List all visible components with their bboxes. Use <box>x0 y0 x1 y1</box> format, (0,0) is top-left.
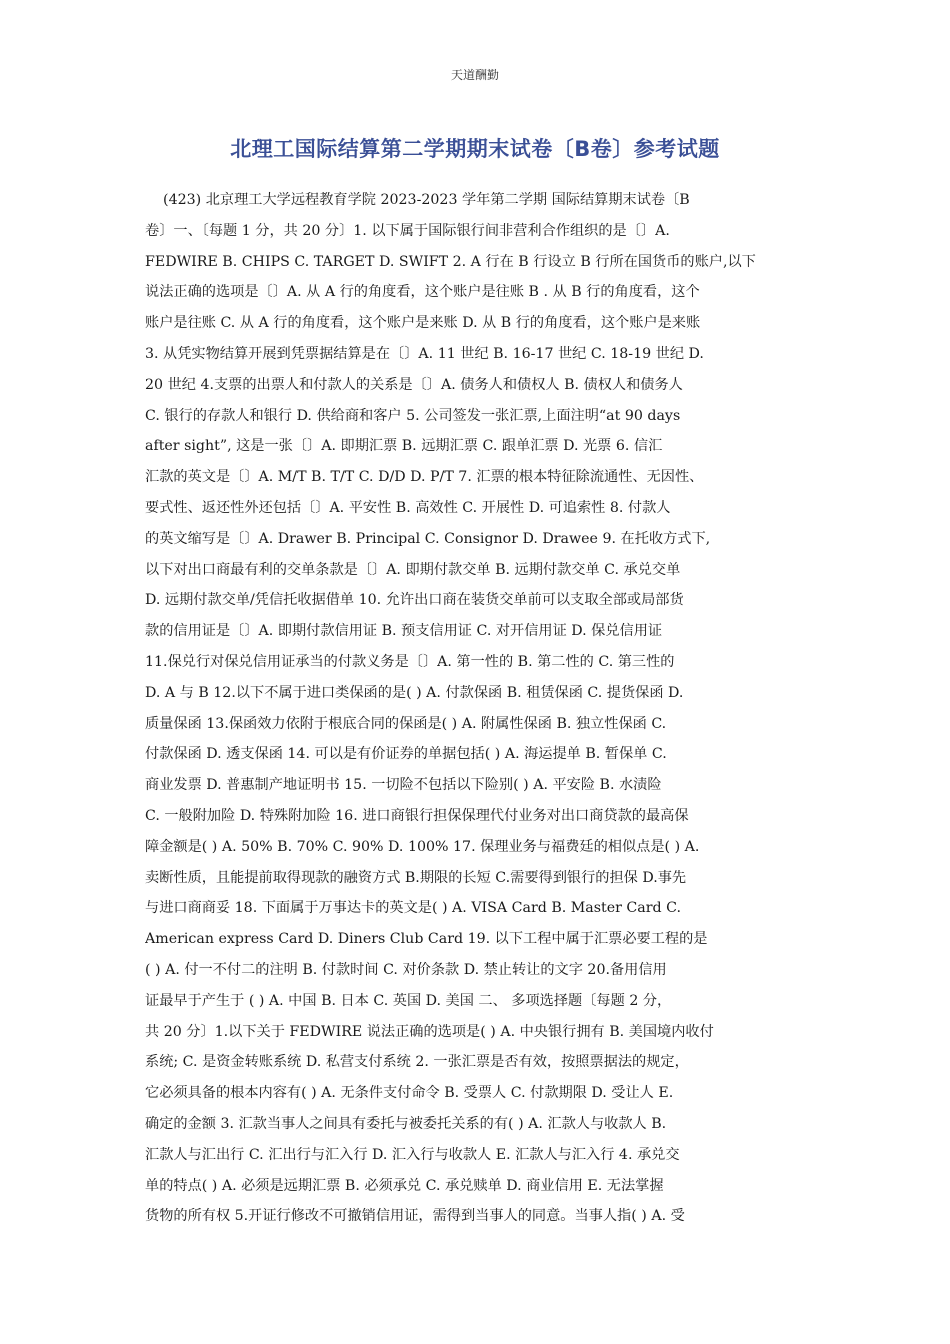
body-line: ( ) A. 付一不付二的注明 B. 付款时间 C. 对价条款 D. 禁止转让的文字 20.备用信用 <box>145 961 667 978</box>
body-line: 共 20 分〕1.以下关于 FEDWIRE 说法正确的选项是( ) A. 中央银行拥有 B. 美国境内收付 <box>145 1023 714 1040</box>
body-line: 货物的所有权 5.开证行修改不可撤销信用证，需得到当事人的同意。当事人指( ) A. 受 <box>145 1208 685 1225</box>
body-line: 质量保函 13.保函效力依附于根底合同的保函是( ) A. 附属性保函 B. 独立性保函 C. <box>145 715 667 732</box>
body-line: 它必须具备的根本内容有( ) A. 无条件支付命令 B. 受票人 C. 付款期限 D. 受让人 E. <box>145 1085 674 1102</box>
body-line: 说法正确的选项是〔〕A. 从 A 行的角度看，这个账户是往账 B . 从 B 行的角度看，这个 <box>145 284 700 301</box>
body-line: 与进口商商妥 18. 下面属于万事达卡的英文是( ) A. VISA Card B. Master Card C. <box>145 900 681 917</box>
body-line: 卷〕一、〔每题 1 分，共 20 分〕1. 以下属于国际银行间非营利合作组织的是〔〕A. <box>145 222 670 239</box>
body-line: C. 银行的存款人和银行 D. 供给商和客户 5. 公司签发一张汇票,上面注明“at 90 days <box>145 407 681 424</box>
body-line: 证最早于产生于 ( ) A. 中国 B. 日本 C. 英国 D. 美国 二、 多项选择题〔每题 2 分， <box>145 992 672 1009</box>
body-line: D. A 与 B 12.以下不属于进口类保函的是( ) A. 付款保函 B. 租赁保函 C. 提货保函 D. <box>145 684 684 701</box>
body-line: 障金额是( ) A. 50% B. 70% C. 90% D. 100% 17. 保理业务与福费廷的相似点是( ) A. <box>145 838 700 855</box>
body-line: 款的信用证是〔〕A. 即期付款信用证 B. 预支信用证 C. 对开信用证 D. 保兑信用证 <box>145 623 663 640</box>
body-line: 的英文缩写是〔〕A. Drawer B. Principal C. Consignor D. Drawee 9. 在托收方式下, <box>145 530 711 547</box>
document-body <box>145 185 805 1232</box>
body-line: 单的特点( ) A. 必须是远期汇票 B. 必须承兑 C. 承兑赎单 D. 商业信用 E. 无法掌握 <box>145 1177 664 1194</box>
body-line: 确定的金额 3. 汇款当事人之间具有委托与被委托关系的有( ) A. 汇款人与收款人 B. <box>145 1115 667 1132</box>
body-line: 以下对出口商最有利的交单条款是〔〕A. 即期付款交单 B. 远期付款交单 C. 承兑交单 <box>145 561 681 578</box>
body-line: 汇款人与汇出行 C. 汇出行与汇入行 D. 汇入行与收款人 E. 汇款人与汇入行 4. 承兑交 <box>145 1146 680 1163</box>
body-line: C. 一般附加险 D. 特殊附加险 16. 进口商银行担保保理代付业务对出口商贷款的最高保 <box>145 807 689 824</box>
body-line: 汇款的英文是〔〕A. M/T B. T/T C. D/D D. P/T 7. 汇票的根本特征除流通性、无因性、 <box>145 469 704 486</box>
body-line: after sight”, 这是一张〔〕A. 即期汇票 B. 远期汇票 C. 跟单汇票 D. 光票 6. 信汇 <box>145 438 663 455</box>
document-title: 北理工国际结算第二学期期末试卷〔B卷〕参考试题 <box>230 137 720 161</box>
body-line: (423) 北京理工大学远程教育学院 2023-2023 学年第二学期 国际结算期末试卷〔B <box>145 192 690 208</box>
body-line: 11.保兑行对保兑信用证承当的付款义务是〔〕A. 第一性的 B. 第二性的 C. 第三性的 <box>145 653 675 670</box>
body-line: 要式性、返还性外还包括〔〕A. 平安性 B. 高效性 C. 开展性 D. 可追索性 8. 付款人 <box>145 499 671 516</box>
body-line: 系统; C. 是资金转账系统 D. 私营支付系统 2. 一张汇票是否有效，按照票据法的规定， <box>145 1054 689 1071</box>
body-line: 卖断性质，且能提前取得现款的融资方式 B.期限的长短 C.需要得到银行的担保 D.事先 <box>145 869 687 886</box>
body-line: 20 世纪 4.支票的出票人和付款人的关系是〔〕A. 债务人和债权人 B. 债权人和债务人 <box>145 376 683 393</box>
body-line: 付款保函 D. 透支保函 14. 可以是有价证券的单据包括( ) A. 海运提单 B. 暂保单 C. <box>145 746 667 763</box>
body-line: D. 远期付款交单/凭信托收据借单 10. 允许出口商在装货交单前可以支取全部或局部货 <box>145 592 684 609</box>
body-line: 账户是往账 C. 从 A 行的角度看，这个账户是来账 D. 从 B 行的角度看，这个账户是来账 <box>145 315 701 332</box>
body-line: 商业发票 D. 普惠制产地证明书 15. 一切险不包括以下险别( ) A. 平安险 B. 水渍险 <box>145 777 662 794</box>
body-line: 3. 从凭实物结算开展到凭票据结算是在〔〕A. 11 世纪 B. 16-17 世纪 C. 18-19 世纪 D. <box>145 345 704 362</box>
header-note: 天道酬勤 <box>450 68 499 82</box>
body-line: FEDWIRE B. CHIPS C. TARGET D. SWIFT 2. A 行在 B 行设立 B 行所在国货币的账户,以下 <box>145 253 756 270</box>
body-line: American express Card D. Diners Club Card 19. 以下工程中属于汇票必要工程的是 <box>145 931 708 948</box>
